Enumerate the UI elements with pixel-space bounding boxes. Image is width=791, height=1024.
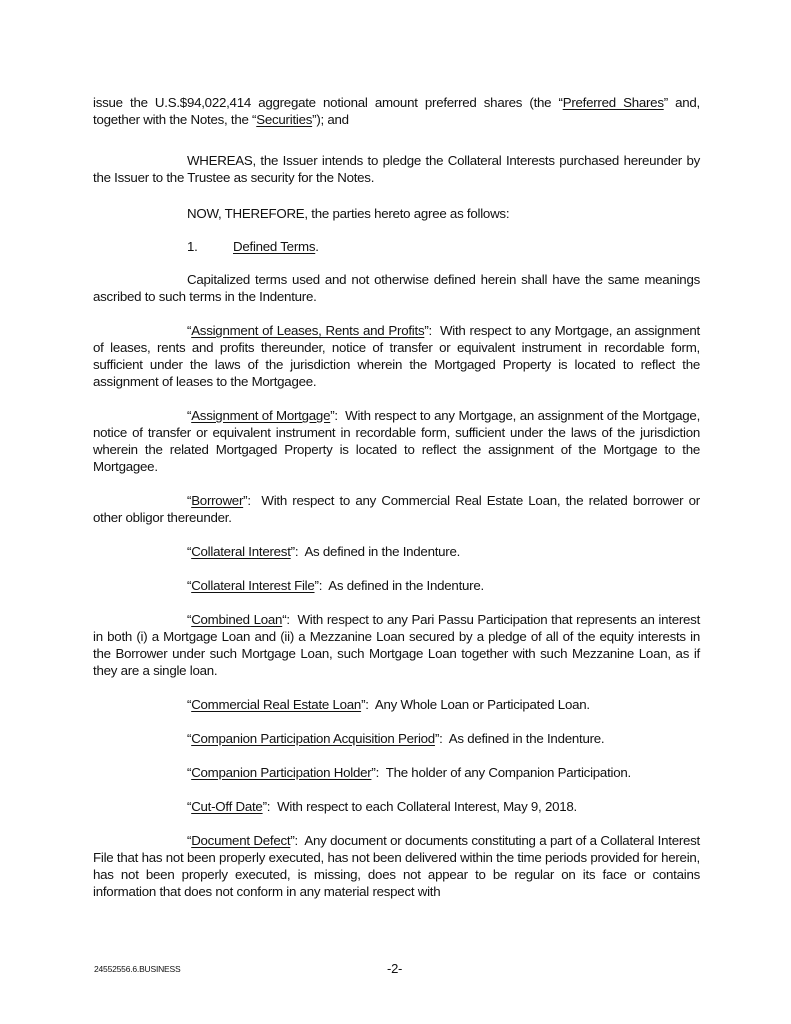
quote: “ [187, 408, 192, 423]
section-suffix: . [315, 239, 319, 254]
definition-item [93, 407, 700, 475]
definition-text: As defined in the Indenture. [448, 731, 605, 746]
definition-item [93, 322, 700, 390]
quote: “ [187, 323, 192, 338]
quote: ”: [314, 578, 329, 593]
definition-text: With respect to any Pari Passu Participation that represents an interest in both (i) a Mortgage Loan and (ii) a Mezzanine Loan secured by a pledge of all of the equity interests in the Borrower under such Mortgage Loan, such Mortgage Loan together with such Mezzanine Loan, as if they are a single loan. [93, 612, 701, 678]
quote: “ [187, 493, 192, 508]
quote: ”: [424, 323, 440, 338]
footer-page-number: -2- [387, 961, 403, 976]
quote: ”: [290, 544, 305, 559]
quote: “ [187, 578, 192, 593]
defined-term: Assignment of Mortgage [191, 408, 331, 423]
section-number: 1. [187, 239, 198, 254]
quote: “ [187, 612, 192, 627]
paragraph-now-therefore: NOW, THEREFORE, the parties hereto agree as follows: [187, 206, 510, 221]
section-title: Defined Terms [233, 239, 316, 254]
defined-term: Borrower [191, 493, 244, 508]
paragraph-preferred-shares [93, 94, 700, 128]
section-heading [93, 238, 700, 255]
quote: “: [282, 612, 298, 627]
definition-item [93, 730, 700, 747]
definition-text: The holder of any Companion Participation. [385, 765, 631, 780]
definition-item [93, 543, 700, 560]
definition-item [93, 611, 700, 679]
definition-item [93, 492, 700, 526]
definition-item [93, 798, 700, 815]
quote: ”: [262, 799, 278, 814]
defined-term: Securities [256, 112, 313, 127]
definition-item [93, 696, 700, 713]
paragraph-capitalized-terms: Capitalized terms used and not otherwise defined herein shall have the same meanings ascribed to such terms in the Indenture. [93, 272, 700, 304]
page-body [93, 94, 700, 900]
quote: “ [187, 765, 192, 780]
quote: “ [187, 799, 192, 814]
definition-text: Any document or documents constituting a part of a Collateral Interest File that has not been properly executed, has not been delivered within the time periods provided for herein, has not been properly executed, is missing, does not appear to be regular on its face or contains information that does not conform in any material respect with [93, 833, 701, 899]
defined-term: Collateral Interest [191, 544, 291, 559]
definition-item [93, 577, 700, 594]
definition-text: Any Whole Loan or Participated Loan. [374, 697, 590, 712]
definition-item [93, 764, 700, 781]
definition-text: As defined in the Indenture. [304, 544, 461, 559]
quote: “ [187, 697, 192, 712]
defined-term: Companion Participation Acquisition Period [191, 731, 435, 746]
defined-term: Cut-Off Date [191, 799, 263, 814]
quote: ”: [434, 731, 449, 746]
quote: “ [187, 833, 192, 848]
definition-text: With respect to any Commercial Real Estate Loan, the related borrower or other obligor thereunder. [93, 493, 700, 525]
defined-term: Document Defect [191, 833, 291, 848]
text: issue the U.S.$94,022,414 aggregate notional amount preferred shares (the “ [93, 95, 563, 110]
definition-text: With respect to each Collateral Interest, May 9, 2018. [277, 799, 577, 814]
quote: ”: [290, 833, 305, 848]
definition-text: With respect to any Mortgage, an assignment of the Mortgage, notice of transfer or equivalent instrument in recordable form, sufficient under the laws of the jurisdiction wherein the related Mortgaged Property is located to reflect the assignment of the Mortgage to the Mortgagee. [93, 408, 701, 474]
defined-term: Companion Participation Holder [191, 765, 372, 780]
definition-item [93, 832, 700, 900]
defined-term: Commercial Real Estate Loan [191, 697, 362, 712]
paragraph-whereas: WHEREAS, the Issuer intends to pledge the Collateral Interests purchased hereunder by the Issuer to the Trustee as security for the Notes. [93, 153, 700, 185]
quote: “ [187, 731, 192, 746]
defined-term: Combined Loan [191, 612, 283, 627]
text: ” and, together with the Notes, the “ [93, 95, 700, 127]
quote: ”: [330, 408, 346, 423]
definition-text: With respect to any Mortgage, an assignment of leases, rents and profits thereunder, notice of transfer or equivalent instrument in recordable form, sufficient under the laws of the jurisdiction wherein the Mortgaged Property is located to reflect the assignment of leases to the Mortgagee. [93, 323, 700, 389]
quote: ”: [371, 765, 386, 780]
quote: ”: [361, 697, 375, 712]
definition-text: As defined in the Indenture. [328, 578, 484, 593]
text: ”); and [312, 112, 349, 127]
footer-document-id: 24552556.6.BUSINESS [94, 964, 181, 974]
defined-term: Preferred Shares [562, 95, 664, 110]
quote: ”: [243, 493, 262, 508]
defined-term: Collateral Interest File [191, 578, 315, 593]
quote: “ [187, 544, 192, 559]
defined-term: Assignment of Leases, Rents and Profits [191, 323, 425, 338]
